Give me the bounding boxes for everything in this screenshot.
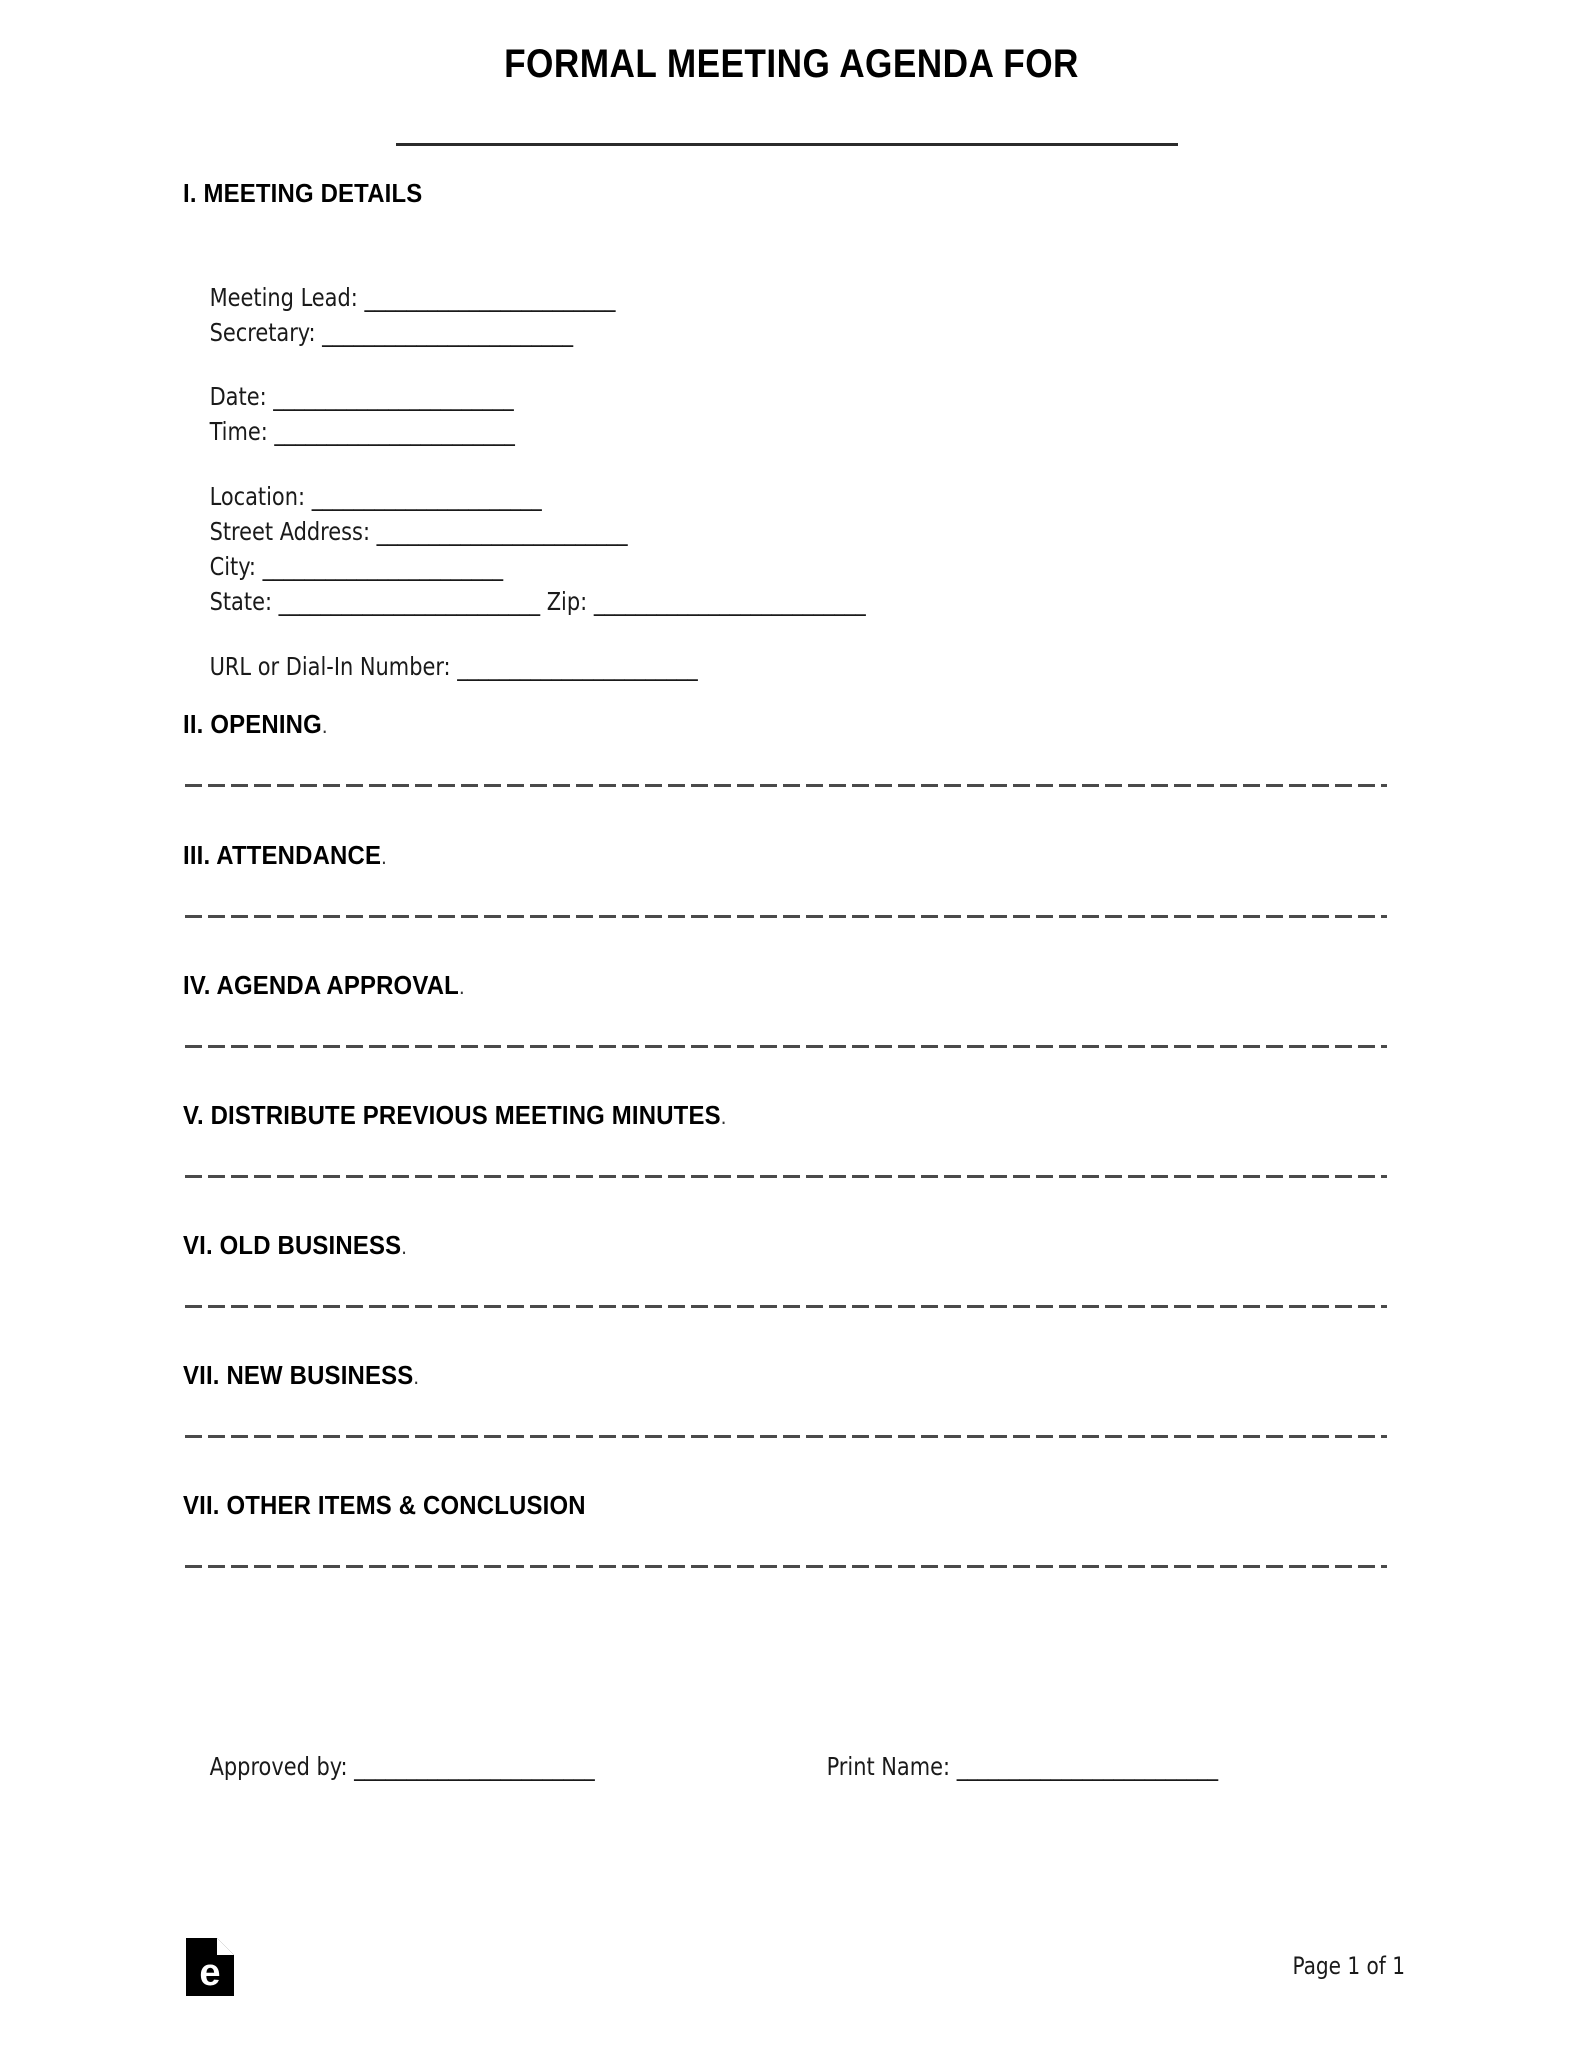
section-answer-rule-old-business[interactable] — [185, 1305, 1387, 1308]
title-blank-rule — [396, 143, 1178, 146]
section-heading-text: V. DISTRIBUTE PREVIOUS MEETING MINUTES — [183, 1100, 721, 1130]
field-fill-line-zip[interactable]: __________________________ — [587, 587, 866, 616]
eforms-logo[interactable] — [186, 1938, 234, 1996]
section-answer-rule-opening[interactable] — [185, 784, 1387, 787]
section-answer-rule-distribute-minutes[interactable] — [185, 1175, 1387, 1178]
section-heading-old-business — [183, 1230, 407, 1261]
section-heading-text: III. ATTENDANCE — [183, 840, 382, 870]
field-label: Approved by: — [209, 1752, 348, 1781]
svg-text:e: e — [199, 1952, 221, 1994]
field-label: Location: — [209, 482, 306, 511]
section-heading-period: . — [401, 1234, 408, 1259]
field-label: Meeting Lead: — [209, 283, 358, 312]
field-fill-line[interactable]: _______________________ — [255, 552, 504, 581]
section-heading-new-business — [183, 1360, 419, 1391]
section-heading-attendance — [183, 840, 387, 871]
field-fill-line[interactable]: ________________________ — [315, 318, 574, 347]
document-title: FORMAL MEETING AGENDA FOR — [504, 42, 1079, 86]
page-number: Page 1 of 1 — [1292, 1952, 1405, 1980]
field-fill-line-state[interactable]: _________________________ — [272, 587, 547, 616]
section-heading-text: VII. OTHER ITEMS & CONCLUSION — [183, 1490, 586, 1520]
field-print-name — [800, 1722, 1218, 1812]
section-answer-rule-other-items[interactable] — [185, 1565, 1387, 1568]
section-heading-distribute-minutes — [183, 1100, 727, 1131]
field-label-zip: Zip: — [546, 587, 588, 616]
section-heading-opening — [183, 709, 328, 740]
field-label: City: — [209, 552, 256, 581]
field-fill-line[interactable]: _______________________ — [450, 652, 698, 681]
field-label: Time: — [209, 417, 268, 446]
section-answer-rule-agenda-approval[interactable] — [185, 1045, 1387, 1048]
field-fill-line[interactable]: ______________________ — [305, 482, 542, 511]
field-fill-line[interactable]: ________________________ — [357, 283, 616, 312]
section-heading-text: II. OPENING — [183, 709, 322, 739]
section-heading-text: VI. OLD BUSINESS — [183, 1230, 402, 1260]
field-fill-line[interactable]: _______________________ — [267, 417, 515, 446]
section-heading-agenda-approval — [183, 970, 465, 1001]
section-heading-period: . — [720, 1104, 727, 1129]
field-fill-line[interactable]: _______________________ — [347, 1752, 595, 1781]
section-heading-period: . — [321, 713, 328, 738]
field-label: URL or Dial-In Number: — [209, 652, 451, 681]
section-heading-text: VII. NEW BUSINESS — [183, 1360, 414, 1390]
field-label-state: State: — [209, 587, 273, 616]
field-approved-by — [183, 1722, 595, 1812]
section-heading-text: I. MEETING DETAILS — [183, 178, 423, 208]
field-fill-line[interactable]: _________________________ — [950, 1752, 1219, 1781]
field-label: Date: — [209, 382, 267, 411]
section-heading-other-items — [183, 1490, 586, 1521]
field-fill-line[interactable]: _______________________ — [266, 382, 514, 411]
section-heading-period: . — [381, 844, 387, 869]
section-answer-rule-new-business[interactable] — [185, 1435, 1387, 1438]
section-heading-text: IV. AGENDA APPROVAL — [183, 970, 459, 1000]
section-heading-period: . — [458, 974, 465, 999]
field-fill-line[interactable]: ________________________ — [370, 517, 628, 546]
field-url-or-dial-in — [183, 622, 698, 712]
field-label: Street Address: — [209, 517, 371, 546]
field-label: Print Name: — [826, 1752, 951, 1781]
field-label: Secretary: — [209, 318, 316, 347]
section-heading-meeting-details — [183, 178, 422, 209]
section-answer-rule-attendance[interactable] — [185, 915, 1387, 918]
section-heading-period: . — [413, 1364, 420, 1389]
